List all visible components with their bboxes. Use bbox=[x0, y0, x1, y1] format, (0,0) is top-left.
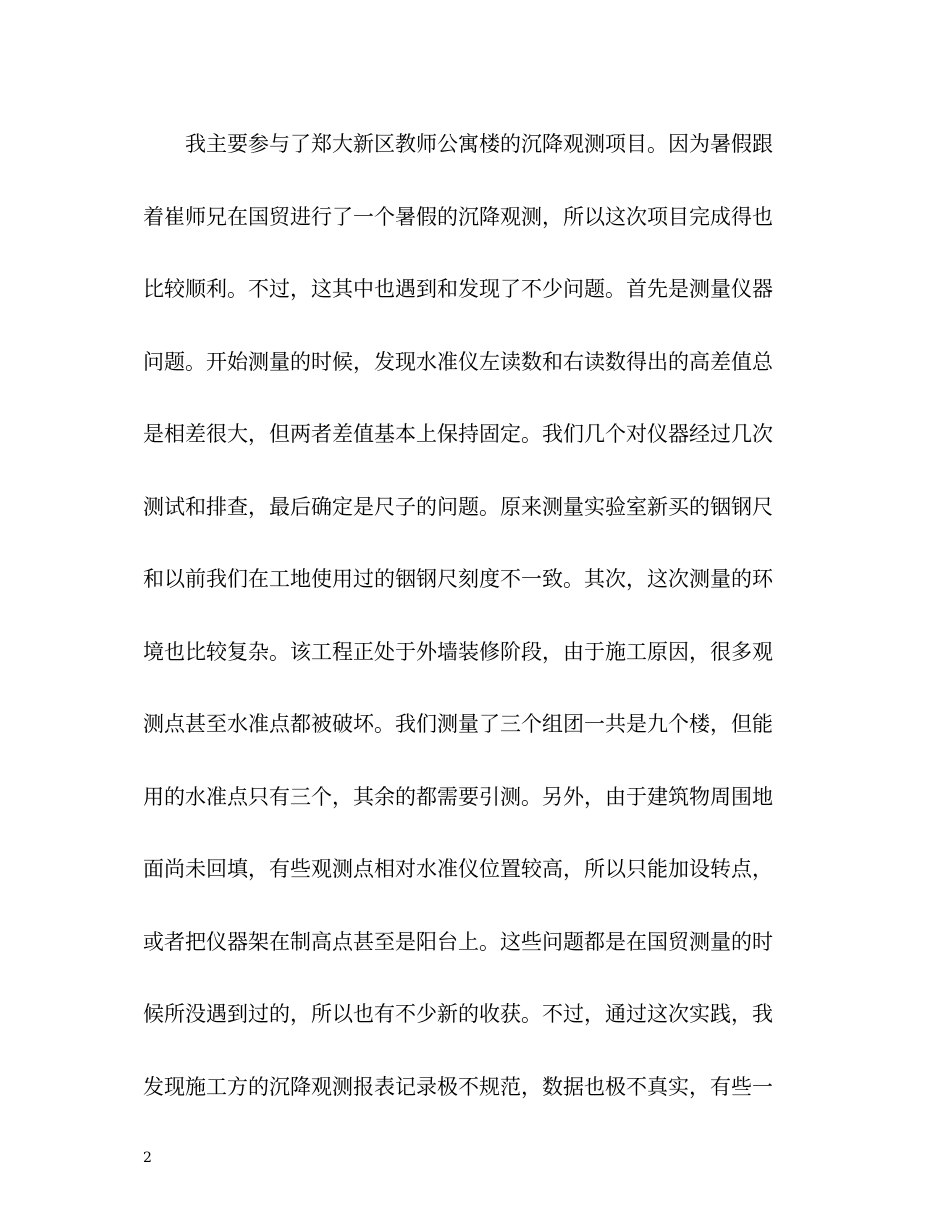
body-text bbox=[143, 126, 803, 1141]
text-line: 面尚未回填，有些观测点相对水准仪位置较高，所以只能加设转点， bbox=[143, 857, 773, 881]
text-line: 测试和排查，最后确定是尺子的问题。原来测量实验室新买的铟钢尺 bbox=[143, 494, 773, 519]
text-line: 境也比较复杂。该工程正处于外墙装修阶段，由于施工原因，很多观 bbox=[143, 639, 773, 664]
text-line: 发现施工方的沉降观测报表记录极不规范，数据也极不真实，有些一 bbox=[143, 1074, 773, 1099]
text-line: 用的水准点只有三个，其余的都需要引测。另外，由于建筑物周围地 bbox=[143, 784, 773, 809]
text-line: 候所没遇到过的，所以也有不少新的收获。不过，通过这次实践，我 bbox=[143, 1002, 773, 1026]
text-line: 问题。开始测量的时候，发现水准仪左读数和右读数得出的高差值总 bbox=[143, 349, 773, 374]
text-line: 测点甚至水准点都被破坏。我们测量了三个组团一共是九个楼，但能 bbox=[143, 712, 773, 736]
text-line: 我主要参与了郑大新区教师公寓楼的沉降观测项目。因为暑假跟 bbox=[185, 132, 773, 156]
text-line: 和以前我们在工地使用过的铟钢尺刻度不一致。其次，这次测量的环 bbox=[143, 567, 773, 591]
text-line: 着崔师兄在国贸进行了一个暑假的沉降观测，所以这次项目完成得也 bbox=[143, 204, 773, 229]
text-line: 比较顺利。不过，这其中也遇到和发现了不少问题。首先是测量仪器 bbox=[143, 277, 773, 301]
text-line: 是相差很大，但两者差值基本上保持固定。我们几个对仪器经过几次 bbox=[143, 422, 773, 446]
page-number: 2 bbox=[143, 1150, 152, 1166]
text-line: 或者把仪器架在制高点甚至是阳台上。这些问题都是在国贸测量的时 bbox=[143, 929, 773, 954]
